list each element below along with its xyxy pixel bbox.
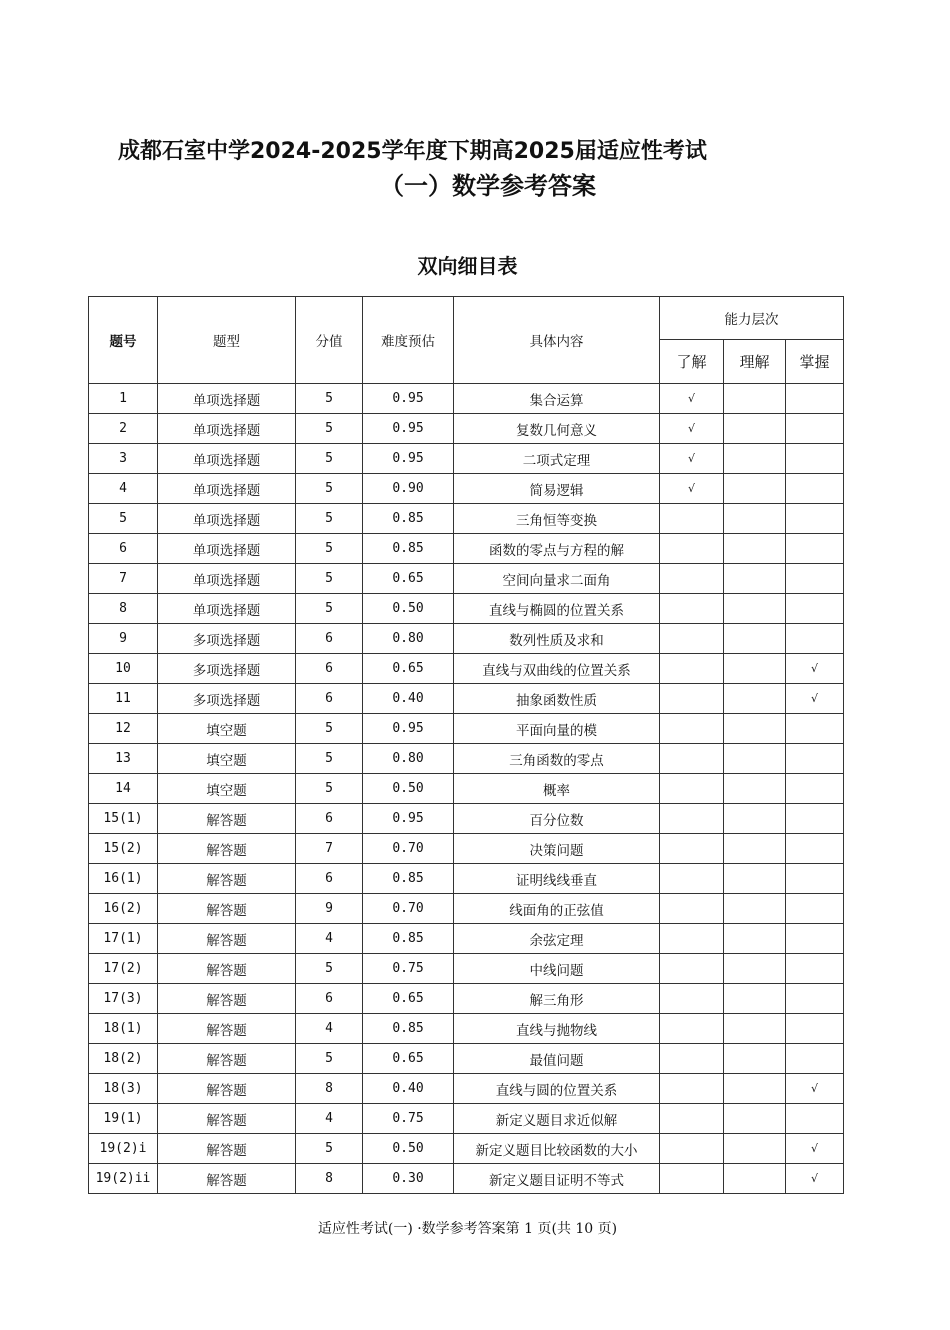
cell-understand (724, 1104, 786, 1134)
cell-number: 1 (89, 384, 158, 414)
cell-score: 9 (296, 894, 363, 924)
table-row (89, 864, 844, 894)
cell-type: 解答题 (158, 834, 296, 864)
cell-number: 12 (89, 714, 158, 744)
cell-type: 多项选择题 (158, 624, 296, 654)
cell-content: 三角函数的零点 (454, 744, 660, 774)
table-row (89, 1074, 844, 1104)
cell-know (660, 984, 724, 1014)
cell-master (786, 924, 844, 954)
cell-content: 证明线线垂直 (454, 864, 660, 894)
cell-know (660, 774, 724, 804)
header-type: 题型 (158, 297, 296, 384)
cell-difficulty: 0.95 (363, 414, 454, 444)
cell-type: 解答题 (158, 894, 296, 924)
table-row (89, 834, 844, 864)
table-row (89, 804, 844, 834)
cell-understand (724, 894, 786, 924)
table-row (89, 714, 844, 744)
cell-number: 13 (89, 744, 158, 774)
cell-type: 填空题 (158, 744, 296, 774)
cell-number: 9 (89, 624, 158, 654)
cell-master (786, 534, 844, 564)
cell-master (786, 594, 844, 624)
cell-number: 15(2) (89, 834, 158, 864)
cell-score: 6 (296, 864, 363, 894)
cell-number: 18(1) (89, 1014, 158, 1044)
cell-master (786, 474, 844, 504)
header-difficulty: 难度预估 (363, 297, 454, 384)
cell-type: 单项选择题 (158, 594, 296, 624)
cell-master (786, 504, 844, 534)
cell-score: 5 (296, 774, 363, 804)
cell-master (786, 564, 844, 594)
table-row (89, 984, 844, 1014)
table-row (89, 774, 844, 804)
cell-master (786, 714, 844, 744)
cell-difficulty: 0.95 (363, 804, 454, 834)
cell-score: 5 (296, 594, 363, 624)
cell-type: 单项选择题 (158, 504, 296, 534)
cell-understand (724, 954, 786, 984)
document-title: 成都石室中学2024-2025学年度下期高2025届适应性考试 (118, 139, 707, 164)
document-title-line2: （一）数学参考答案 (380, 172, 596, 200)
cell-number: 19(2)i (89, 1134, 158, 1164)
cell-type: 单项选择题 (158, 534, 296, 564)
table-row (89, 624, 844, 654)
cell-type: 单项选择题 (158, 474, 296, 504)
table-row (89, 1014, 844, 1044)
cell-difficulty: 0.95 (363, 444, 454, 474)
cell-content: 新定义题目证明不等式 (454, 1164, 660, 1194)
cell-understand (724, 1044, 786, 1074)
cell-difficulty: 0.40 (363, 684, 454, 714)
cell-number: 7 (89, 564, 158, 594)
cell-know (660, 1074, 724, 1104)
cell-score: 6 (296, 804, 363, 834)
table-row (89, 534, 844, 564)
cell-know (660, 1044, 724, 1074)
cell-understand (724, 744, 786, 774)
cell-know (660, 564, 724, 594)
cell-know (660, 594, 724, 624)
cell-content: 二项式定理 (454, 444, 660, 474)
cell-type: 单项选择题 (158, 414, 296, 444)
cell-content: 简易逻辑 (454, 474, 660, 504)
cell-understand (724, 594, 786, 624)
cell-score: 5 (296, 714, 363, 744)
cell-score: 5 (296, 384, 363, 414)
cell-understand (724, 864, 786, 894)
cell-know (660, 714, 724, 744)
cell-difficulty: 0.70 (363, 834, 454, 864)
cell-know (660, 954, 724, 984)
table-row (89, 444, 844, 474)
cell-content: 新定义题目求近似解 (454, 1104, 660, 1134)
cell-know (660, 864, 724, 894)
cell-master (786, 414, 844, 444)
cell-content: 数列性质及求和 (454, 624, 660, 654)
table-row (89, 414, 844, 444)
table-row (89, 504, 844, 534)
cell-score: 7 (296, 834, 363, 864)
cell-number: 18(3) (89, 1074, 158, 1104)
cell-difficulty: 0.65 (363, 984, 454, 1014)
cell-number: 6 (89, 534, 158, 564)
cell-difficulty: 0.50 (363, 1134, 454, 1164)
cell-know (660, 504, 724, 534)
cell-difficulty: 0.40 (363, 1074, 454, 1104)
cell-difficulty: 0.80 (363, 624, 454, 654)
cell-type: 解答题 (158, 1044, 296, 1074)
cell-content: 解三角形 (454, 984, 660, 1014)
header-know: 了解 (660, 340, 724, 384)
cell-master (786, 984, 844, 1014)
table-title: 双向细目表 (417, 254, 518, 278)
cell-type: 解答题 (158, 1134, 296, 1164)
cell-score: 4 (296, 924, 363, 954)
cell-know (660, 834, 724, 864)
cell-understand (724, 1014, 786, 1044)
cell-understand (724, 534, 786, 564)
cell-content: 决策问题 (454, 834, 660, 864)
table-row (89, 474, 844, 504)
cell-difficulty: 0.85 (363, 504, 454, 534)
cell-difficulty: 0.75 (363, 1104, 454, 1134)
cell-know (660, 1014, 724, 1044)
cell-content: 概率 (454, 774, 660, 804)
cell-type: 单项选择题 (158, 444, 296, 474)
cell-score: 6 (296, 984, 363, 1014)
cell-type: 单项选择题 (158, 564, 296, 594)
table-row (89, 684, 844, 714)
cell-master (786, 1014, 844, 1044)
header-master: 掌握 (786, 340, 844, 384)
cell-score: 6 (296, 654, 363, 684)
cell-number: 17(2) (89, 954, 158, 984)
cell-type: 解答题 (158, 954, 296, 984)
table-row (89, 894, 844, 924)
cell-score: 5 (296, 744, 363, 774)
cell-know (660, 684, 724, 714)
cell-master (786, 954, 844, 984)
cell-understand (724, 834, 786, 864)
cell-content: 百分位数 (454, 804, 660, 834)
table-row (89, 1134, 844, 1164)
cell-number: 11 (89, 684, 158, 714)
cell-know: √ (660, 444, 724, 474)
header-number: 题号 (89, 297, 158, 384)
header-understand: 理解 (724, 340, 786, 384)
cell-score: 5 (296, 534, 363, 564)
cell-understand (724, 714, 786, 744)
cell-content: 抽象函数性质 (454, 684, 660, 714)
cell-content: 平面向量的模 (454, 714, 660, 744)
cell-number: 10 (89, 654, 158, 684)
cell-type: 填空题 (158, 774, 296, 804)
page-footer: 适应性考试(一) ·数学参考答案第 1 页(共 10 页) (317, 1221, 618, 1237)
cell-number: 3 (89, 444, 158, 474)
cell-know (660, 1164, 724, 1194)
cell-score: 8 (296, 1074, 363, 1104)
cell-understand (724, 654, 786, 684)
cell-difficulty: 0.95 (363, 714, 454, 744)
cell-master: √ (786, 1074, 844, 1104)
cell-master (786, 444, 844, 474)
cell-type: 解答题 (158, 1074, 296, 1104)
cell-master (786, 894, 844, 924)
table-row (89, 1044, 844, 1074)
cell-know (660, 924, 724, 954)
cell-type: 解答题 (158, 984, 296, 1014)
cell-score: 5 (296, 414, 363, 444)
cell-number: 16(2) (89, 894, 158, 924)
cell-content: 三角恒等变换 (454, 504, 660, 534)
cell-content: 集合运算 (454, 384, 660, 414)
specification-table (88, 296, 844, 1194)
cell-content: 线面角的正弦值 (454, 894, 660, 924)
cell-number: 17(3) (89, 984, 158, 1014)
cell-difficulty: 0.85 (363, 924, 454, 954)
table-row (89, 594, 844, 624)
cell-type: 解答题 (158, 1104, 296, 1134)
table-row (89, 744, 844, 774)
cell-know (660, 1104, 724, 1134)
cell-score: 5 (296, 1134, 363, 1164)
cell-understand (724, 1164, 786, 1194)
cell-score: 4 (296, 1014, 363, 1044)
cell-difficulty: 0.90 (363, 474, 454, 504)
cell-content: 直线与双曲线的位置关系 (454, 654, 660, 684)
cell-number: 16(1) (89, 864, 158, 894)
cell-difficulty: 0.80 (363, 744, 454, 774)
header-ability: 能力层次 (660, 297, 844, 340)
cell-number: 19(1) (89, 1104, 158, 1134)
cell-difficulty: 0.65 (363, 564, 454, 594)
cell-difficulty: 0.65 (363, 654, 454, 684)
cell-score: 4 (296, 1104, 363, 1134)
table-row (89, 924, 844, 954)
cell-difficulty: 0.30 (363, 1164, 454, 1194)
cell-master (786, 804, 844, 834)
cell-know: √ (660, 474, 724, 504)
cell-score: 5 (296, 444, 363, 474)
cell-understand (724, 504, 786, 534)
cell-understand (724, 684, 786, 714)
cell-number: 2 (89, 414, 158, 444)
cell-understand (724, 804, 786, 834)
cell-master: √ (786, 654, 844, 684)
cell-score: 8 (296, 1164, 363, 1194)
cell-score: 5 (296, 504, 363, 534)
cell-master (786, 1044, 844, 1074)
cell-type: 单项选择题 (158, 384, 296, 414)
cell-understand (724, 384, 786, 414)
cell-type: 解答题 (158, 804, 296, 834)
cell-content: 空间向量求二面角 (454, 564, 660, 594)
cell-master (786, 744, 844, 774)
cell-master (786, 624, 844, 654)
cell-understand (724, 474, 786, 504)
cell-type: 填空题 (158, 714, 296, 744)
cell-number: 8 (89, 594, 158, 624)
cell-difficulty: 0.70 (363, 894, 454, 924)
cell-number: 15(1) (89, 804, 158, 834)
cell-content: 直线与圆的位置关系 (454, 1074, 660, 1104)
cell-difficulty: 0.50 (363, 594, 454, 624)
cell-know (660, 894, 724, 924)
table-row (89, 654, 844, 684)
cell-master: √ (786, 1164, 844, 1194)
cell-number: 17(1) (89, 924, 158, 954)
cell-number: 19(2)ii (89, 1164, 158, 1194)
table-body (89, 384, 844, 1194)
cell-number: 4 (89, 474, 158, 504)
cell-content: 余弦定理 (454, 924, 660, 954)
cell-content: 最值问题 (454, 1044, 660, 1074)
header-content: 具体内容 (454, 297, 660, 384)
cell-know: √ (660, 384, 724, 414)
cell-difficulty: 0.85 (363, 864, 454, 894)
cell-understand (724, 414, 786, 444)
cell-number: 18(2) (89, 1044, 158, 1074)
cell-understand (724, 444, 786, 474)
table-row (89, 1164, 844, 1194)
cell-type: 多项选择题 (158, 654, 296, 684)
cell-type: 解答题 (158, 1164, 296, 1194)
cell-difficulty: 0.85 (363, 1014, 454, 1044)
cell-content: 直线与抛物线 (454, 1014, 660, 1044)
cell-score: 5 (296, 1044, 363, 1074)
cell-master (786, 774, 844, 804)
cell-content: 直线与椭圆的位置关系 (454, 594, 660, 624)
cell-understand (724, 1074, 786, 1104)
cell-master (786, 864, 844, 894)
cell-know (660, 1134, 724, 1164)
cell-know (660, 624, 724, 654)
cell-master: √ (786, 684, 844, 714)
cell-score: 5 (296, 564, 363, 594)
cell-difficulty: 0.95 (363, 384, 454, 414)
cell-difficulty: 0.75 (363, 954, 454, 984)
cell-know: √ (660, 414, 724, 444)
cell-understand (724, 774, 786, 804)
cell-score: 5 (296, 474, 363, 504)
cell-know (660, 804, 724, 834)
cell-type: 解答题 (158, 1014, 296, 1044)
cell-understand (724, 984, 786, 1014)
cell-content: 中线问题 (454, 954, 660, 984)
cell-master (786, 384, 844, 414)
cell-score: 5 (296, 954, 363, 984)
cell-content: 函数的零点与方程的解 (454, 534, 660, 564)
cell-know (660, 654, 724, 684)
cell-content: 新定义题目比较函数的大小 (454, 1134, 660, 1164)
cell-number: 5 (89, 504, 158, 534)
cell-difficulty: 0.65 (363, 1044, 454, 1074)
table-row (89, 564, 844, 594)
table-row (89, 384, 844, 414)
cell-understand (724, 1134, 786, 1164)
cell-understand (724, 624, 786, 654)
cell-know (660, 534, 724, 564)
cell-type: 多项选择题 (158, 684, 296, 714)
header-score: 分值 (296, 297, 363, 384)
table-row (89, 954, 844, 984)
cell-score: 6 (296, 684, 363, 714)
cell-master: √ (786, 1134, 844, 1164)
cell-type: 解答题 (158, 924, 296, 954)
cell-master (786, 834, 844, 864)
table-row (89, 1104, 844, 1134)
cell-number: 14 (89, 774, 158, 804)
cell-type: 解答题 (158, 864, 296, 894)
cell-understand (724, 924, 786, 954)
cell-difficulty: 0.85 (363, 534, 454, 564)
cell-master (786, 1104, 844, 1134)
cell-content: 复数几何意义 (454, 414, 660, 444)
cell-score: 6 (296, 624, 363, 654)
cell-understand (724, 564, 786, 594)
cell-difficulty: 0.50 (363, 774, 454, 804)
cell-know (660, 744, 724, 774)
